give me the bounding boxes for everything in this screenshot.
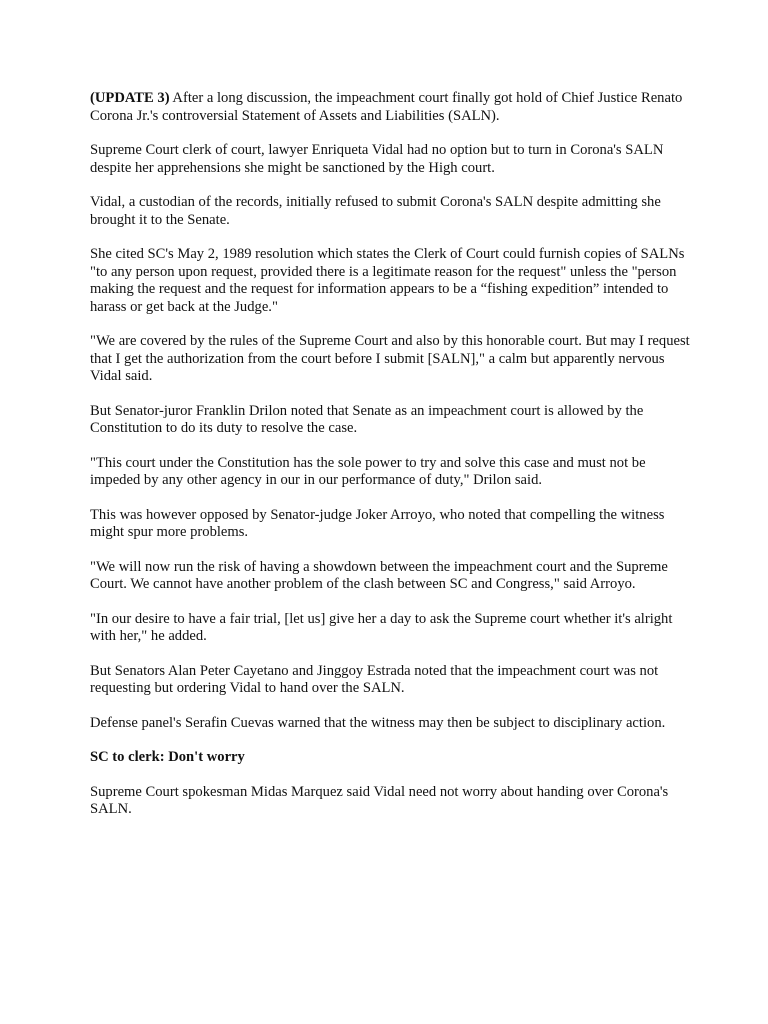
paragraph: She cited SC's May 2, 1989 resolution which states the Clerk of Court could furnish copies of SALNs "to any person upon request, provided there is a legitimate reason for the request" unless the "person making the request and the request for information appears to be a “fishing expedition” intended to harass or get back at the Judge." (90, 246, 685, 315)
paragraph: "We are covered by the rules of the Supreme Court and also by this honorable court. But may I request that I get the authorization from the court before I submit [SALN]," a calm but apparently nervous Vidal said. (90, 333, 690, 384)
paragraph: But Senator-juror Franklin Drilon noted that Senate as an impeachment court is allowed by the Constitution to do its duty to resolve the case. (90, 402, 644, 436)
paragraph: "This court under the Constitution has the sole power to try and solve this case and must not be impeded by any other agency in our in our performance of duty," Drilon said. (90, 454, 646, 488)
lead-text: After a long discussion, the impeachment court finally got hold of Chief Justice Renato Corona Jr.'s controversial Statement of Assets and Liabilities (SALN). (90, 90, 683, 124)
section-subheading: SC to clerk: Don't worry (90, 749, 245, 765)
paragraph: Defense panel's Serafin Cuevas warned that the witness may then be subject to disciplinary action. (90, 714, 666, 731)
paragraph: "In our desire to have a fair trial, [let us] give her a day to ask the Supreme court whether it's alright with her," he added. (90, 610, 673, 644)
paragraph: Vidal, a custodian of the records, initially refused to submit Corona's SALN despite admitting she brought it to the Senate. (90, 194, 661, 228)
document-page (90, 90, 690, 836)
paragraph: But Senators Alan Peter Cayetano and Jinggoy Estrada noted that the impeachment court was not requesting but ordering Vidal to hand over the SALN. (90, 662, 659, 696)
closing-paragraph: Supreme Court spokesman Midas Marquez said Vidal need not worry about handing over Corona's SALN. (90, 783, 669, 817)
paragraph: Supreme Court clerk of court, lawyer Enriqueta Vidal had no option but to turn in Corona's SALN despite her apprehensions she might be sanctioned by the High court. (90, 142, 664, 176)
lead-paragraph (90, 90, 690, 125)
paragraph: "We will now run the risk of having a showdown between the impeachment court and the Supreme Court. We cannot have another problem of the clash between SC and Congress," said Arroyo. (90, 558, 668, 592)
update-tag: (UPDATE 3) (90, 90, 170, 106)
paragraph: This was however opposed by Senator-judge Joker Arroyo, who noted that compelling the witness might spur more problems. (90, 506, 665, 540)
